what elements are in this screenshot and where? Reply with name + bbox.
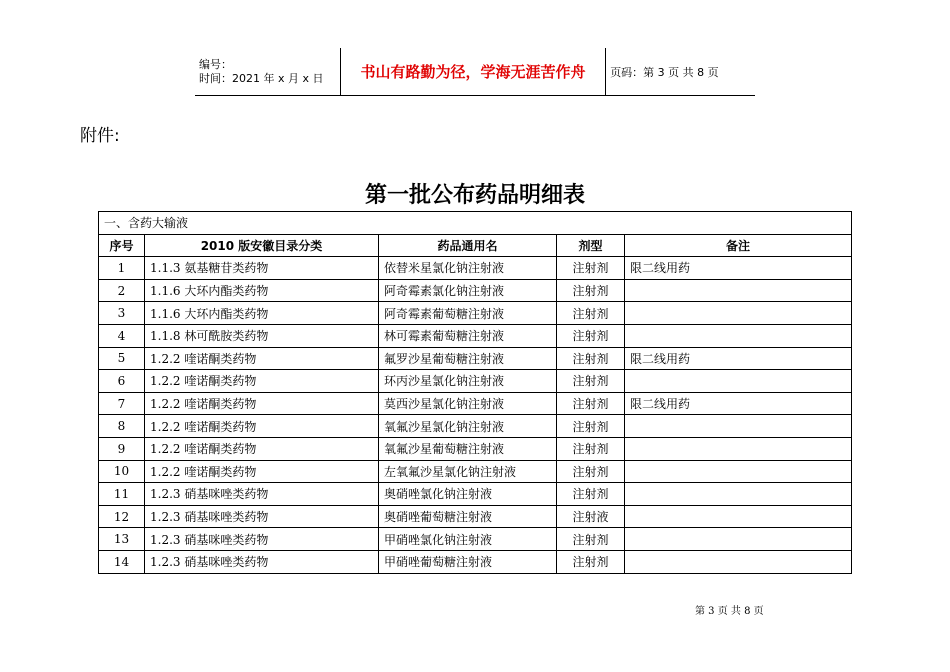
row-note [625, 505, 852, 528]
row-category: 1.2.3 硝基咪唑类药物 [145, 483, 379, 506]
row-form: 注射剂 [557, 257, 625, 280]
page-footer: 第 3 页 共 8 页 [695, 606, 764, 617]
row-note [625, 370, 852, 393]
row-note [625, 415, 852, 438]
row-drug-name: 环丙沙星氯化钠注射液 [379, 370, 557, 393]
header-motto: 书山有路勤为径，学海无涯苦作舟 [340, 48, 605, 96]
row-number: 4 [99, 324, 145, 347]
row-note [625, 528, 852, 551]
row-form: 注射液 [557, 505, 625, 528]
row-drug-name: 甲硝唑葡萄糖注射液 [379, 550, 557, 573]
table-row [99, 483, 852, 506]
attachment-label: 附件: [80, 126, 120, 146]
col-header-note: 备注 [625, 234, 852, 257]
row-note [625, 460, 852, 483]
row-form: 注射剂 [557, 347, 625, 370]
row-number: 5 [99, 347, 145, 370]
row-category: 1.1.6 大环内酯类药物 [145, 279, 379, 302]
section-title: 一、含药大输液 [99, 212, 852, 235]
row-number: 3 [99, 302, 145, 325]
row-form: 注射剂 [557, 392, 625, 415]
row-form: 注射剂 [557, 437, 625, 460]
header-row [99, 234, 852, 257]
row-drug-name: 莫西沙星氯化钠注射液 [379, 392, 557, 415]
row-drug-name: 氟罗沙星葡萄糖注射液 [379, 347, 557, 370]
row-number: 6 [99, 370, 145, 393]
row-drug-name: 氧氟沙星葡萄糖注射液 [379, 437, 557, 460]
row-note [625, 550, 852, 573]
row-form: 注射剂 [557, 550, 625, 573]
row-drug-name: 左氧氟沙星氯化钠注射液 [379, 460, 557, 483]
row-category: 1.2.2 喹诺酮类药物 [145, 415, 379, 438]
row-category: 1.2.2 喹诺酮类药物 [145, 370, 379, 393]
row-note [625, 279, 852, 302]
row-number: 10 [99, 460, 145, 483]
row-form: 注射剂 [557, 279, 625, 302]
row-number: 13 [99, 528, 145, 551]
row-note [625, 483, 852, 506]
row-form: 注射剂 [557, 370, 625, 393]
row-note: 限二线用药 [625, 347, 852, 370]
row-note [625, 437, 852, 460]
row-drug-name: 奥硝唑葡萄糖注射液 [379, 505, 557, 528]
row-drug-name: 氧氟沙星氯化钠注射液 [379, 415, 557, 438]
col-header-category: 2010 版安徽目录分类 [145, 234, 379, 257]
row-category: 1.2.3 硝基咪唑类药物 [145, 505, 379, 528]
row-form: 注射剂 [557, 324, 625, 347]
row-form: 注射剂 [557, 460, 625, 483]
page-title: 第一批公布药品明细表 [364, 182, 585, 208]
table-row [99, 505, 852, 528]
row-category: 1.2.3 硝基咪唑类药物 [145, 550, 379, 573]
table-row [99, 324, 852, 347]
table-row [99, 415, 852, 438]
col-header-form: 剂型 [557, 234, 625, 257]
row-number: 7 [99, 392, 145, 415]
row-number: 14 [99, 550, 145, 573]
row-category: 1.2.2 喹诺酮类药物 [145, 347, 379, 370]
col-header-drug-name: 药品通用名 [379, 234, 557, 257]
row-note [625, 324, 852, 347]
number-label: 编号： [199, 57, 232, 71]
row-category: 1.1.6 大环内酯类药物 [145, 302, 379, 325]
row-note: 限二线用药 [625, 392, 852, 415]
row-category: 1.1.3 氨基糖苷类药物 [145, 257, 379, 280]
row-drug-name: 阿奇霉素葡萄糖注射液 [379, 302, 557, 325]
table-row [99, 370, 852, 393]
time-label: 时间：2021 年 x 月 x 日 [199, 71, 324, 85]
row-drug-name: 依替米星氯化钠注射液 [379, 257, 557, 280]
section-row [99, 212, 852, 235]
table-row [99, 550, 852, 573]
table-row [99, 528, 852, 551]
row-form: 注射剂 [557, 483, 625, 506]
row-note [625, 302, 852, 325]
row-category: 1.2.2 喹诺酮类药物 [145, 460, 379, 483]
row-form: 注射剂 [557, 302, 625, 325]
table-row [99, 392, 852, 415]
table-row [99, 347, 852, 370]
document-header [195, 48, 755, 96]
row-number: 9 [99, 437, 145, 460]
row-drug-name: 甲硝唑氯化钠注射液 [379, 528, 557, 551]
row-number: 1 [99, 257, 145, 280]
drug-table [98, 211, 852, 574]
row-number: 2 [99, 279, 145, 302]
row-drug-name: 阿奇霉素氯化钠注射液 [379, 279, 557, 302]
table-row [99, 460, 852, 483]
row-note: 限二线用药 [625, 257, 852, 280]
header-meta [195, 48, 340, 96]
row-form: 注射剂 [557, 415, 625, 438]
table-row [99, 279, 852, 302]
row-number: 8 [99, 415, 145, 438]
table-row [99, 302, 852, 325]
row-drug-name: 林可霉素葡萄糖注射液 [379, 324, 557, 347]
row-number: 12 [99, 505, 145, 528]
row-category: 1.1.8 林可酰胺类药物 [145, 324, 379, 347]
table-row [99, 437, 852, 460]
row-category: 1.2.2 喹诺酮类药物 [145, 437, 379, 460]
row-category: 1.2.2 喹诺酮类药物 [145, 392, 379, 415]
row-number: 11 [99, 483, 145, 506]
row-drug-name: 奥硝唑氯化钠注射液 [379, 483, 557, 506]
header-page-label: 页码：第 3 页 共 8 页 [606, 48, 755, 96]
row-category: 1.2.3 硝基咪唑类药物 [145, 528, 379, 551]
col-header-no: 序号 [99, 234, 145, 257]
table-row [99, 257, 852, 280]
row-form: 注射剂 [557, 528, 625, 551]
